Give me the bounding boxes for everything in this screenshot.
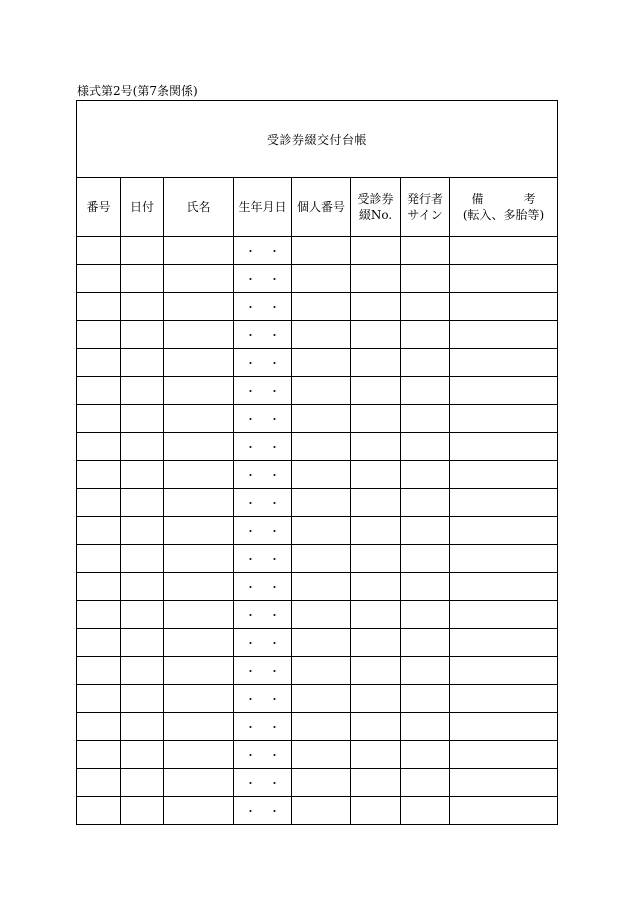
cell-number[interactable] <box>77 517 121 545</box>
cell-birthdate[interactable] <box>234 489 292 517</box>
birthdate-separator: ・ <box>245 636 256 650</box>
cell-number[interactable] <box>77 769 121 797</box>
birthdate-separator: ・ <box>245 552 256 566</box>
cell-date[interactable] <box>121 573 164 601</box>
birthdate-separator: ・ <box>269 384 280 398</box>
cell-number[interactable] <box>77 405 121 433</box>
cell-date[interactable] <box>121 489 164 517</box>
cell-date[interactable] <box>121 517 164 545</box>
cell-personal-number[interactable] <box>292 433 351 461</box>
birthdate-separator: ・ <box>245 692 256 706</box>
birthdate-separator: ・ <box>245 776 256 790</box>
cell-remarks[interactable] <box>450 797 558 825</box>
cell-personal-number[interactable] <box>292 293 351 321</box>
cell-issuer-signature[interactable] <box>401 461 450 489</box>
birthdate-separator: ・ <box>269 328 280 342</box>
birthdate-separator: ・ <box>245 748 256 762</box>
cell-number[interactable] <box>77 349 121 377</box>
cell-name[interactable] <box>164 657 234 685</box>
ledger-body <box>77 237 558 825</box>
birthdate-separator: ・ <box>269 636 280 650</box>
cell-date[interactable] <box>121 265 164 293</box>
header-remarks-part1: 備 <box>471 192 484 206</box>
header-date: 日付 <box>121 178 164 237</box>
cell-date[interactable] <box>121 797 164 825</box>
cell-remarks[interactable] <box>450 769 558 797</box>
cell-voucher-no[interactable] <box>351 741 401 769</box>
cell-name[interactable] <box>164 461 234 489</box>
cell-name[interactable] <box>164 405 234 433</box>
cell-birthdate[interactable] <box>234 601 292 629</box>
cell-date[interactable] <box>121 461 164 489</box>
table-row <box>77 405 558 433</box>
birthdate-separator: ・ <box>269 356 280 370</box>
cell-voucher-no[interactable] <box>351 293 401 321</box>
cell-number[interactable] <box>77 433 121 461</box>
cell-issuer-signature[interactable] <box>401 293 450 321</box>
cell-issuer-signature[interactable] <box>401 769 450 797</box>
birthdate-separator: ・ <box>269 244 280 258</box>
cell-name[interactable] <box>164 545 234 573</box>
cell-remarks[interactable] <box>450 545 558 573</box>
cell-name[interactable] <box>164 685 234 713</box>
birthdate-separator: ・ <box>269 720 280 734</box>
cell-voucher-no[interactable] <box>351 573 401 601</box>
cell-number[interactable] <box>77 601 121 629</box>
table-row <box>77 657 558 685</box>
birthdate-separator: ・ <box>269 664 280 678</box>
cell-date[interactable] <box>121 769 164 797</box>
cell-voucher-no[interactable] <box>351 769 401 797</box>
cell-birthdate[interactable] <box>234 713 292 741</box>
cell-issuer-signature[interactable] <box>401 377 450 405</box>
birthdate-separator: ・ <box>245 580 256 594</box>
cell-birthdate[interactable] <box>234 349 292 377</box>
cell-issuer-signature[interactable] <box>401 629 450 657</box>
table-row <box>77 573 558 601</box>
cell-name[interactable] <box>164 629 234 657</box>
birthdate-separator: ・ <box>269 496 280 510</box>
birthdate-separator: ・ <box>245 524 256 538</box>
cell-personal-number[interactable] <box>292 405 351 433</box>
cell-date[interactable] <box>121 545 164 573</box>
cell-remarks[interactable] <box>450 573 558 601</box>
cell-date[interactable] <box>121 405 164 433</box>
cell-issuer-signature[interactable] <box>401 517 450 545</box>
cell-date[interactable] <box>121 601 164 629</box>
header-number: 番号 <box>77 178 121 237</box>
cell-personal-number[interactable] <box>292 489 351 517</box>
cell-issuer-signature[interactable] <box>401 545 450 573</box>
cell-name[interactable] <box>164 377 234 405</box>
table-row <box>77 601 558 629</box>
cell-personal-number[interactable] <box>292 237 351 265</box>
table-row <box>77 321 558 349</box>
cell-issuer-signature[interactable] <box>401 489 450 517</box>
cell-birthdate[interactable] <box>234 293 292 321</box>
cell-name[interactable] <box>164 321 234 349</box>
birthdate-separator: ・ <box>245 356 256 370</box>
cell-date[interactable] <box>121 349 164 377</box>
cell-personal-number[interactable] <box>292 741 351 769</box>
cell-issuer-signature[interactable] <box>401 797 450 825</box>
cell-number[interactable] <box>77 797 121 825</box>
form-number-label: 様式第2号(第7条関係) <box>77 84 198 98</box>
cell-personal-number[interactable] <box>292 265 351 293</box>
table-row <box>77 517 558 545</box>
birthdate-separator: ・ <box>245 664 256 678</box>
cell-personal-number[interactable] <box>292 601 351 629</box>
table-row <box>77 293 558 321</box>
cell-name[interactable] <box>164 349 234 377</box>
cell-remarks[interactable] <box>450 293 558 321</box>
cell-personal-number[interactable] <box>292 321 351 349</box>
cell-date[interactable] <box>121 629 164 657</box>
cell-date[interactable] <box>121 377 164 405</box>
cell-issuer-signature[interactable] <box>401 405 450 433</box>
cell-name[interactable] <box>164 517 234 545</box>
cell-remarks[interactable] <box>450 629 558 657</box>
cell-birthdate[interactable] <box>234 545 292 573</box>
cell-number[interactable] <box>77 321 121 349</box>
cell-birthdate[interactable] <box>234 321 292 349</box>
table-row <box>77 797 558 825</box>
birthdate-separator: ・ <box>245 720 256 734</box>
cell-remarks[interactable] <box>450 741 558 769</box>
cell-name[interactable] <box>164 265 234 293</box>
cell-remarks[interactable] <box>450 657 558 685</box>
cell-number[interactable] <box>77 741 121 769</box>
birthdate-separator: ・ <box>269 300 280 314</box>
cell-issuer-signature[interactable] <box>401 685 450 713</box>
cell-name[interactable] <box>164 433 234 461</box>
cell-voucher-no[interactable] <box>351 433 401 461</box>
cell-personal-number[interactable] <box>292 517 351 545</box>
cell-issuer-signature[interactable] <box>401 321 450 349</box>
birthdate-separator: ・ <box>269 776 280 790</box>
cell-remarks[interactable] <box>450 321 558 349</box>
cell-number[interactable] <box>77 685 121 713</box>
birthdate-separator: ・ <box>245 440 256 454</box>
header-issuer-line2: サイン <box>407 208 443 222</box>
cell-number[interactable] <box>77 293 121 321</box>
cell-issuer-signature[interactable] <box>401 741 450 769</box>
cell-name[interactable] <box>164 741 234 769</box>
cell-name[interactable] <box>164 489 234 517</box>
cell-voucher-no[interactable] <box>351 601 401 629</box>
cell-name[interactable] <box>164 797 234 825</box>
table-row <box>77 713 558 741</box>
cell-personal-number[interactable] <box>292 769 351 797</box>
cell-name[interactable] <box>164 769 234 797</box>
cell-issuer-signature[interactable] <box>401 657 450 685</box>
header-remarks-part2: 考 <box>523 192 536 206</box>
header-issuer-line1: 発行者 <box>406 192 443 206</box>
cell-birthdate[interactable] <box>234 741 292 769</box>
cell-voucher-no[interactable] <box>351 237 401 265</box>
voucher-issuance-ledger-table <box>76 100 558 825</box>
cell-birthdate[interactable] <box>234 237 292 265</box>
cell-personal-number[interactable] <box>292 713 351 741</box>
cell-number[interactable] <box>77 461 121 489</box>
header-issuer-signature <box>401 178 450 237</box>
cell-birthdate[interactable] <box>234 769 292 797</box>
header-remarks-line2: (転入、多胎等) <box>462 208 545 222</box>
cell-voucher-no[interactable] <box>351 265 401 293</box>
cell-date[interactable] <box>121 237 164 265</box>
table-row <box>77 265 558 293</box>
cell-remarks[interactable] <box>450 685 558 713</box>
birthdate-separator: ・ <box>245 804 256 818</box>
cell-issuer-signature[interactable] <box>401 601 450 629</box>
cell-remarks[interactable] <box>450 237 558 265</box>
birthdate-separator: ・ <box>245 244 256 258</box>
table-row <box>77 237 558 265</box>
birthdate-separator: ・ <box>245 468 256 482</box>
cell-issuer-signature[interactable] <box>401 713 450 741</box>
cell-issuer-signature[interactable] <box>401 433 450 461</box>
header-voucher-no <box>351 178 401 237</box>
cell-voucher-no[interactable] <box>351 545 401 573</box>
cell-remarks[interactable] <box>450 349 558 377</box>
cell-date[interactable] <box>121 321 164 349</box>
cell-voucher-no[interactable] <box>351 685 401 713</box>
cell-birthdate[interactable] <box>234 405 292 433</box>
birthdate-separator: ・ <box>245 412 256 426</box>
header-personal-number: 個人番号 <box>292 178 351 237</box>
birthdate-separator: ・ <box>245 608 256 622</box>
column-header-row <box>77 178 558 237</box>
cell-birthdate[interactable] <box>234 377 292 405</box>
cell-remarks[interactable] <box>450 377 558 405</box>
cell-personal-number[interactable] <box>292 629 351 657</box>
birthdate-separator: ・ <box>269 580 280 594</box>
cell-number[interactable] <box>77 629 121 657</box>
cell-birthdate[interactable] <box>234 573 292 601</box>
cell-remarks[interactable] <box>450 713 558 741</box>
cell-date[interactable] <box>121 741 164 769</box>
cell-remarks[interactable] <box>450 405 558 433</box>
cell-voucher-no[interactable] <box>351 713 401 741</box>
cell-remarks[interactable] <box>450 265 558 293</box>
header-birthdate: 生年月日 <box>234 178 292 237</box>
cell-number[interactable] <box>77 265 121 293</box>
cell-voucher-no[interactable] <box>351 657 401 685</box>
cell-voucher-no[interactable] <box>351 321 401 349</box>
cell-issuer-signature[interactable] <box>401 349 450 377</box>
table-row <box>77 545 558 573</box>
birthdate-separator: ・ <box>245 300 256 314</box>
cell-name[interactable] <box>164 573 234 601</box>
cell-number[interactable] <box>77 237 121 265</box>
cell-number[interactable] <box>77 489 121 517</box>
cell-date[interactable] <box>121 685 164 713</box>
cell-issuer-signature[interactable] <box>401 237 450 265</box>
cell-birthdate[interactable] <box>234 797 292 825</box>
table-row <box>77 377 558 405</box>
header-voucher-no-line1: 受診券 <box>357 192 394 206</box>
cell-personal-number[interactable] <box>292 461 351 489</box>
cell-remarks[interactable] <box>450 517 558 545</box>
cell-number[interactable] <box>77 657 121 685</box>
cell-birthdate[interactable] <box>234 657 292 685</box>
header-voucher-no-line2: 綴No. <box>358 208 393 222</box>
header-remarks <box>450 178 558 237</box>
cell-birthdate[interactable] <box>234 265 292 293</box>
cell-voucher-no[interactable] <box>351 377 401 405</box>
cell-remarks[interactable] <box>450 433 558 461</box>
birthdate-separator: ・ <box>269 524 280 538</box>
cell-remarks[interactable] <box>450 489 558 517</box>
table-row <box>77 461 558 489</box>
table-row <box>77 349 558 377</box>
cell-date[interactable] <box>121 433 164 461</box>
cell-issuer-signature[interactable] <box>401 573 450 601</box>
cell-date[interactable] <box>121 713 164 741</box>
table-row <box>77 769 558 797</box>
cell-remarks[interactable] <box>450 601 558 629</box>
ledger-title: 受診券綴交付台帳 <box>77 101 558 178</box>
cell-date[interactable] <box>121 657 164 685</box>
cell-personal-number[interactable] <box>292 545 351 573</box>
birthdate-separator: ・ <box>245 328 256 342</box>
cell-personal-number[interactable] <box>292 685 351 713</box>
birthdate-separator: ・ <box>269 748 280 762</box>
cell-voucher-no[interactable] <box>351 489 401 517</box>
birthdate-separator: ・ <box>269 440 280 454</box>
cell-birthdate[interactable] <box>234 685 292 713</box>
cell-number[interactable] <box>77 713 121 741</box>
cell-number[interactable] <box>77 377 121 405</box>
cell-birthdate[interactable] <box>234 433 292 461</box>
table-row <box>77 741 558 769</box>
cell-voucher-no[interactable] <box>351 349 401 377</box>
cell-number[interactable] <box>77 545 121 573</box>
birthdate-separator: ・ <box>269 412 280 426</box>
header-name: 氏名 <box>164 178 234 237</box>
cell-name[interactable] <box>164 601 234 629</box>
birthdate-separator: ・ <box>269 608 280 622</box>
birthdate-separator: ・ <box>269 692 280 706</box>
cell-name[interactable] <box>164 237 234 265</box>
birthdate-separator: ・ <box>245 272 256 286</box>
table-row <box>77 629 558 657</box>
cell-name[interactable] <box>164 713 234 741</box>
cell-birthdate[interactable] <box>234 461 292 489</box>
cell-remarks[interactable] <box>450 461 558 489</box>
cell-issuer-signature[interactable] <box>401 265 450 293</box>
cell-number[interactable] <box>77 573 121 601</box>
birthdate-separator: ・ <box>269 272 280 286</box>
birthdate-separator: ・ <box>269 552 280 566</box>
cell-voucher-no[interactable] <box>351 629 401 657</box>
birthdate-separator: ・ <box>269 804 280 818</box>
table-row <box>77 685 558 713</box>
table-row <box>77 489 558 517</box>
table-row <box>77 433 558 461</box>
cell-voucher-no[interactable] <box>351 517 401 545</box>
cell-voucher-no[interactable] <box>351 797 401 825</box>
cell-voucher-no[interactable] <box>351 405 401 433</box>
cell-personal-number[interactable] <box>292 657 351 685</box>
cell-personal-number[interactable] <box>292 377 351 405</box>
cell-personal-number[interactable] <box>292 573 351 601</box>
cell-name[interactable] <box>164 293 234 321</box>
birthdate-separator: ・ <box>269 468 280 482</box>
cell-date[interactable] <box>121 293 164 321</box>
cell-voucher-no[interactable] <box>351 461 401 489</box>
cell-birthdate[interactable] <box>234 629 292 657</box>
birthdate-separator: ・ <box>245 384 256 398</box>
cell-personal-number[interactable] <box>292 349 351 377</box>
birthdate-separator: ・ <box>245 496 256 510</box>
cell-birthdate[interactable] <box>234 517 292 545</box>
cell-personal-number[interactable] <box>292 797 351 825</box>
